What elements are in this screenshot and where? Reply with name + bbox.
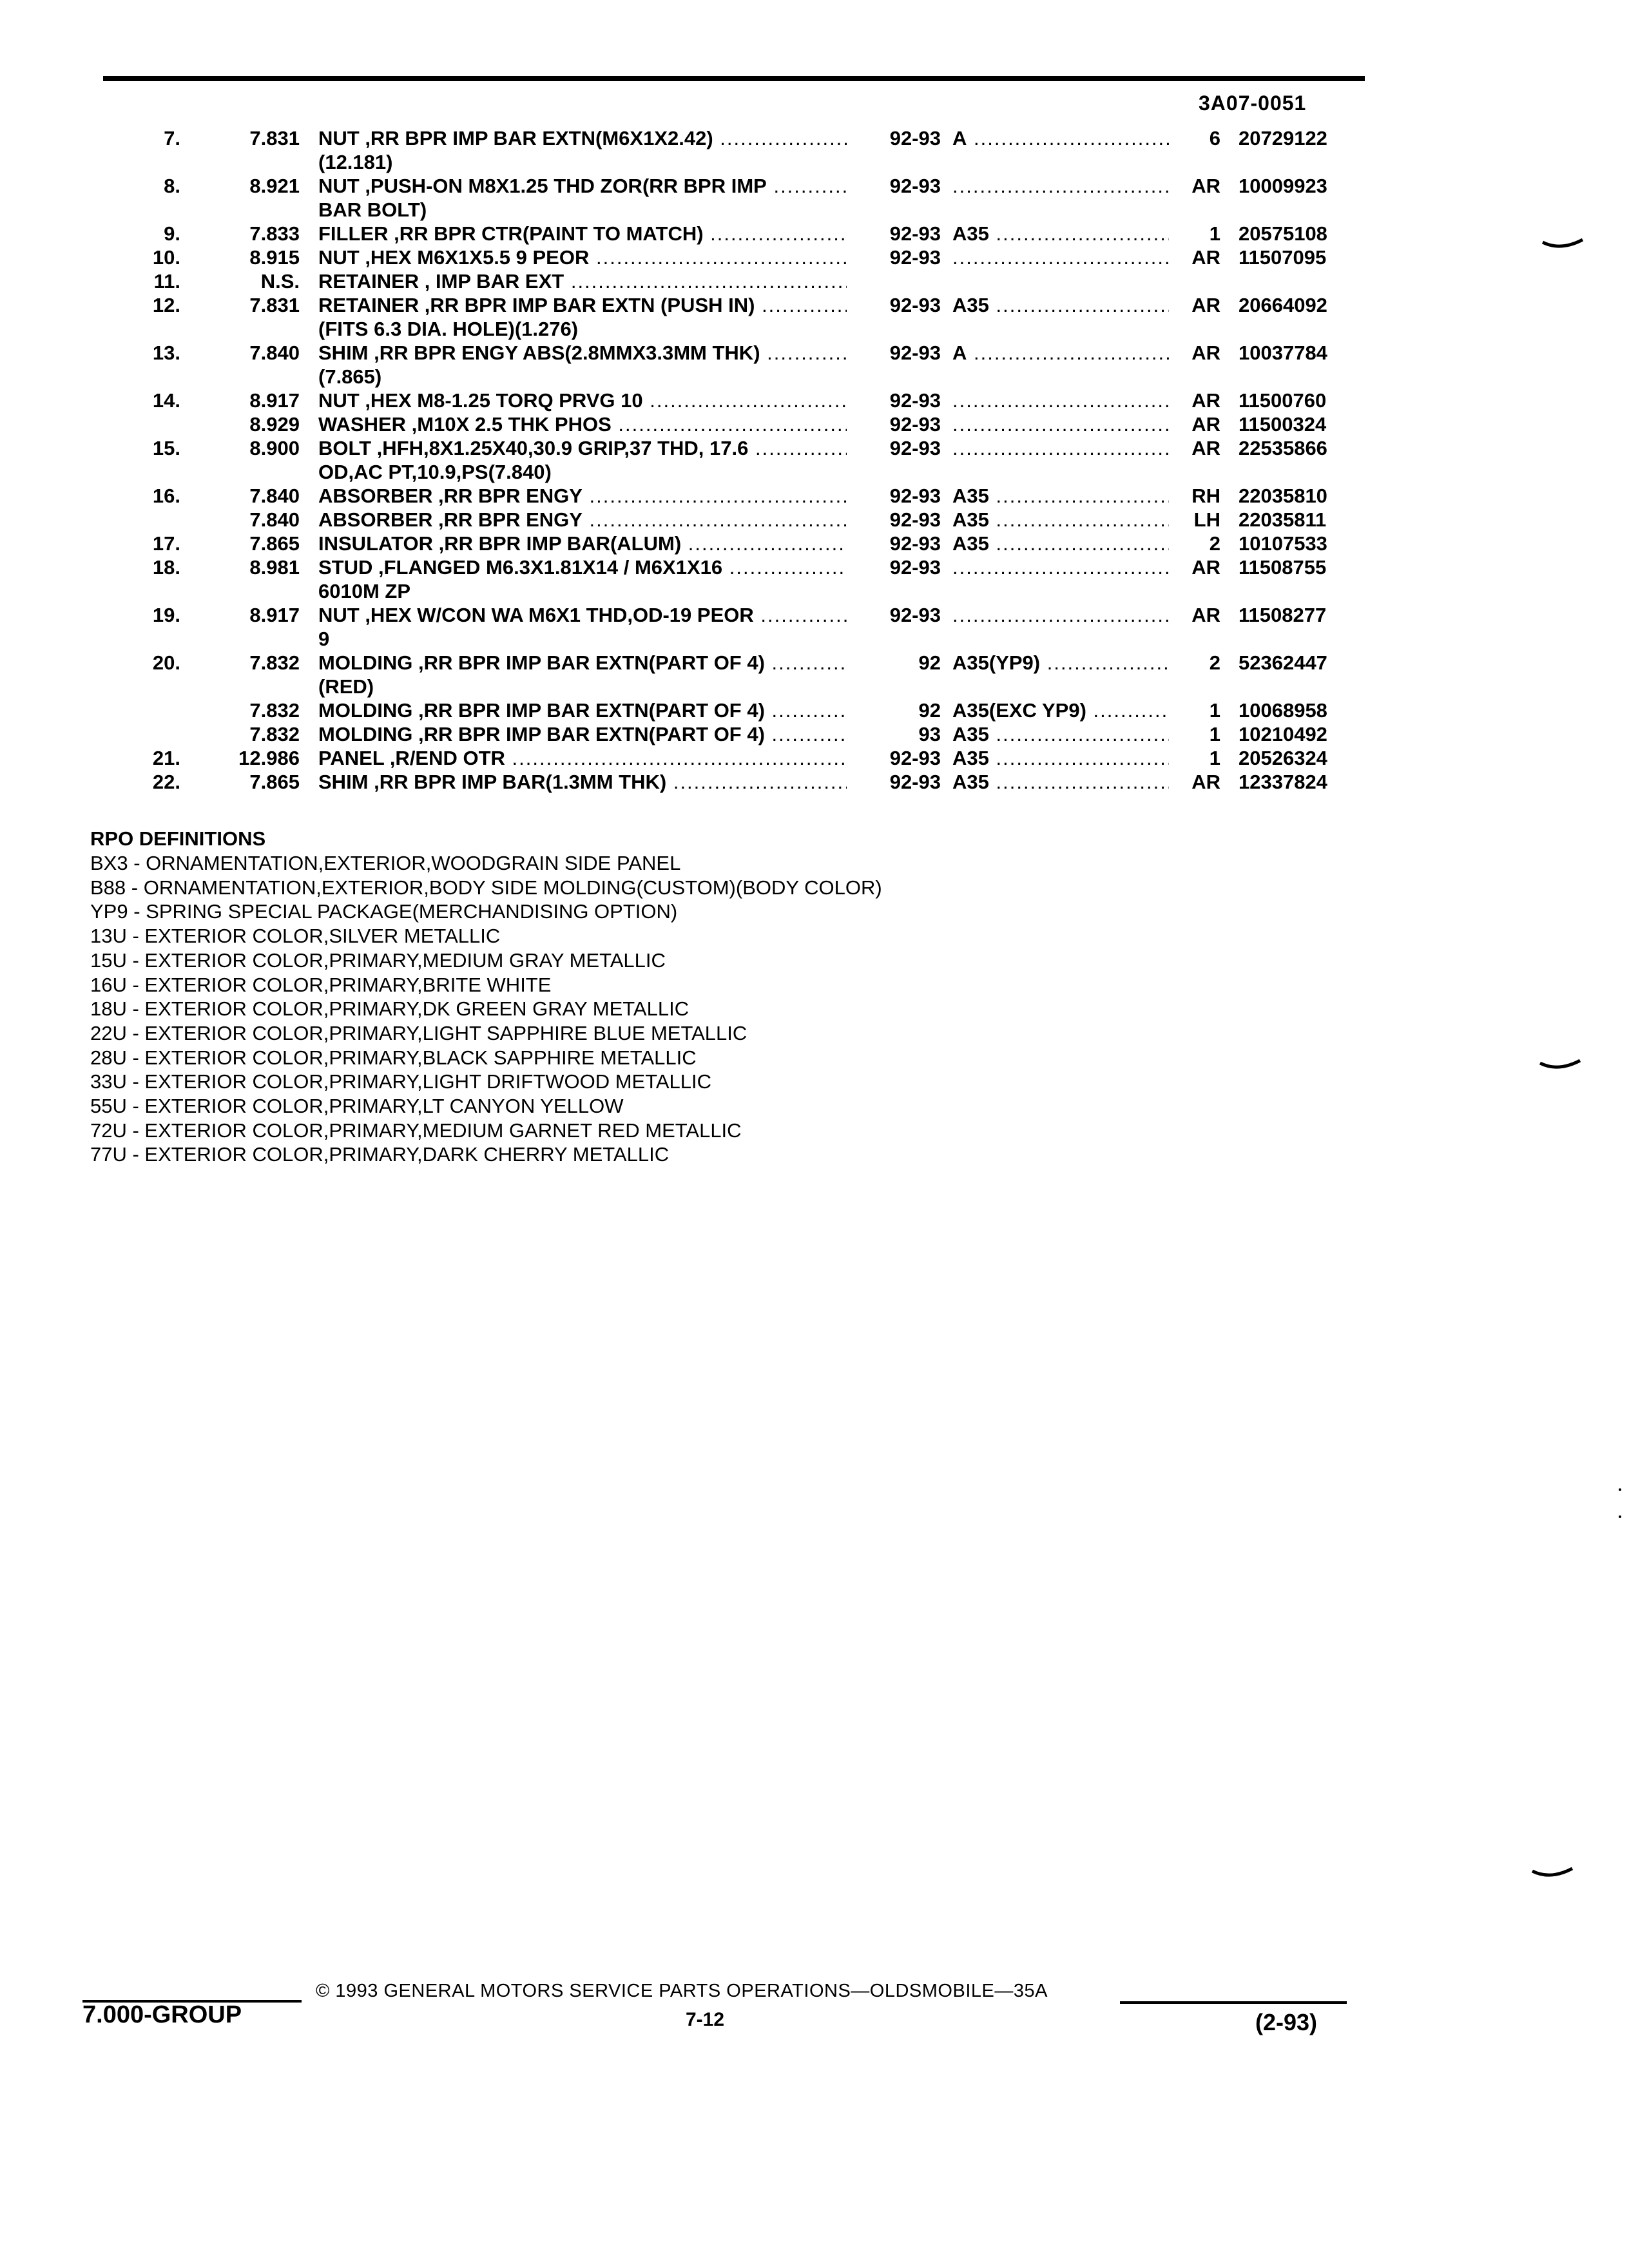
parts-group: 8.921	[249, 175, 300, 197]
scan-mark	[1531, 1866, 1574, 1880]
parts-desc: STUD ,FLANGED M6.3X1.81X14 / M6X1X16 .....	[318, 555, 847, 579]
parts-qty: AR	[1191, 771, 1220, 793]
parts-part: 22535866	[1239, 437, 1327, 459]
footer-rule-right	[1120, 2001, 1347, 2004]
parts-year: 92-93	[889, 747, 941, 769]
parts-item: 15.	[152, 437, 180, 459]
parts-rpo	[952, 174, 1169, 198]
parts-row	[0, 222, 1629, 245]
parts-row	[0, 722, 1629, 746]
top-rule	[103, 76, 1365, 81]
parts-year: 92-93	[889, 175, 941, 197]
parts-desc: FILLER ,RR BPR CTR(PAINT TO MATCH) .....	[318, 222, 847, 245]
rpo-definition-item: 16U - EXTERIOR COLOR,PRIMARY,BRITE WHITE	[90, 973, 552, 996]
parts-group: N.S.	[260, 270, 300, 293]
parts-row	[0, 436, 1629, 460]
rpo-definition-item: 18U - EXTERIOR COLOR,PRIMARY,DK GREEN GRAY METALLIC	[90, 997, 689, 1021]
parts-item: 12.	[152, 294, 180, 316]
parts-part: 10037784	[1239, 341, 1327, 364]
parts-qty: AR	[1191, 341, 1220, 364]
parts-desc: MOLDING ,RR BPR IMP BAR EXTN(PART OF 4) .....	[318, 698, 847, 722]
parts-row	[0, 508, 1629, 532]
parts-qty: AR	[1191, 246, 1220, 269]
scan-dot	[1619, 1515, 1621, 1518]
parts-group: 8.981	[249, 556, 300, 579]
parts-list	[0, 126, 1629, 794]
parts-desc: (RED)	[318, 675, 374, 698]
parts-qty: AR	[1191, 604, 1220, 626]
scan-mark	[1539, 1058, 1581, 1072]
parts-year: 92-93	[889, 556, 941, 579]
rpo-definition-item: 33U - EXTERIOR COLOR,PRIMARY,LIGHT DRIFTWOOD METALLIC	[90, 1070, 712, 1093]
parts-item: 20.	[152, 651, 180, 674]
parts-item: 21.	[152, 747, 180, 769]
parts-qty: AR	[1191, 437, 1220, 459]
parts-part: 11508277	[1239, 604, 1327, 626]
parts-group: 7.865	[249, 771, 300, 793]
parts-group: 8.915	[249, 246, 300, 269]
parts-item: 17.	[152, 532, 180, 555]
parts-year: 92-93	[889, 294, 941, 316]
parts-desc: ABSORBER ,RR BPR ENGY .....	[318, 484, 847, 508]
parts-row-continuation	[0, 627, 1629, 651]
parts-qty: RH	[1191, 485, 1220, 507]
parts-rpo: A35 .....	[952, 484, 1169, 508]
parts-group: 8.900	[249, 437, 300, 459]
parts-desc: SHIM ,RR BPR IMP BAR(1.3MM THK) .....	[318, 770, 847, 794]
parts-qty: 1	[1209, 747, 1220, 769]
parts-item: 13.	[152, 341, 180, 364]
parts-desc: MOLDING ,RR BPR IMP BAR EXTN(PART OF 4) .....	[318, 651, 847, 675]
rpo-definition-item: B88 - ORNAMENTATION,EXTERIOR,BODY SIDE MOLDING(CUSTOM)(BODY COLOR)	[90, 876, 882, 899]
parts-item: 8.	[164, 175, 180, 197]
parts-row	[0, 770, 1629, 794]
parts-item: 9.	[164, 222, 180, 245]
parts-desc: RETAINER ,RR BPR IMP BAR EXTN (PUSH IN) .....	[318, 293, 847, 317]
parts-desc: (FITS 6.3 DIA. HOLE)(1.276)	[318, 318, 579, 340]
parts-item: 10.	[152, 246, 180, 269]
parts-desc: 9	[318, 628, 330, 650]
parts-group: 7.831	[249, 127, 300, 149]
parts-year: 92-93	[889, 389, 941, 412]
parts-rpo: A35(YP9) .....	[952, 651, 1169, 675]
rpo-definition-item: YP9 - SPRING SPECIAL PACKAGE(MERCHANDISING OPTION)	[90, 900, 678, 923]
rpo-definitions-title: RPO DEFINITIONS	[90, 827, 266, 850]
parts-rpo	[952, 555, 1169, 579]
parts-qty: 1	[1209, 723, 1220, 745]
parts-row	[0, 603, 1629, 627]
parts-desc: NUT ,RR BPR IMP BAR EXTN(M6X1X2.42) .....	[318, 126, 847, 150]
footer-date: (2-93)	[1255, 2009, 1318, 2035]
parts-part: 11508755	[1239, 556, 1327, 579]
parts-year: 92-93	[889, 485, 941, 507]
parts-row	[0, 245, 1629, 269]
parts-year: 93	[918, 723, 941, 745]
parts-desc: MOLDING ,RR BPR IMP BAR EXTN(PART OF 4) .....	[318, 722, 847, 746]
parts-group: 8.929	[249, 413, 300, 436]
parts-desc: (7.865)	[318, 365, 382, 388]
parts-group: 7.840	[249, 485, 300, 507]
rpo-definition-item: 28U - EXTERIOR COLOR,PRIMARY,BLACK SAPPHIRE METALLIC	[90, 1046, 697, 1069]
parts-row	[0, 651, 1629, 675]
parts-row	[0, 698, 1629, 722]
parts-desc: NUT ,HEX W/CON WA M6X1 THD,OD-19 PEOR .....	[318, 603, 847, 627]
parts-row	[0, 341, 1629, 365]
parts-qty: AR	[1191, 294, 1220, 316]
parts-row-continuation	[0, 317, 1629, 341]
parts-part: 20575108	[1239, 222, 1327, 245]
parts-row-continuation	[0, 675, 1629, 698]
parts-part: 10009923	[1239, 175, 1327, 197]
parts-year: 92-93	[889, 771, 941, 793]
parts-year: 92-93	[889, 532, 941, 555]
parts-group: 7.832	[249, 651, 300, 674]
parts-row-continuation	[0, 579, 1629, 603]
parts-part: 11500760	[1239, 389, 1327, 412]
parts-part: 10107533	[1239, 532, 1327, 555]
parts-desc: BAR BOLT)	[318, 198, 427, 221]
parts-row	[0, 484, 1629, 508]
parts-part: 52362447	[1239, 651, 1327, 674]
parts-desc: 6010M ZP	[318, 580, 411, 602]
parts-qty: AR	[1191, 413, 1220, 436]
parts-row	[0, 389, 1629, 412]
parts-row	[0, 269, 1629, 293]
parts-rpo	[952, 436, 1169, 460]
rpo-definition-item: 15U - EXTERIOR COLOR,PRIMARY,MEDIUM GRAY METALLIC	[90, 948, 666, 972]
parts-rpo: A35 .....	[952, 532, 1169, 555]
parts-rpo: A35 .....	[952, 222, 1169, 245]
footer-page-number: 7-12	[686, 2009, 725, 2030]
parts-rpo: A35 .....	[952, 722, 1169, 746]
parts-item: 11.	[153, 270, 180, 293]
footer-copyright: © 1993 GENERAL MOTORS SERVICE PARTS OPERATIONS—OLDSMOBILE—35A	[316, 1981, 1048, 2001]
parts-row-continuation	[0, 365, 1629, 389]
parts-item: 19.	[152, 604, 180, 626]
parts-part: 22035811	[1239, 508, 1327, 531]
parts-row	[0, 746, 1629, 770]
parts-qty: AR	[1191, 389, 1220, 412]
parts-qty: 6	[1209, 127, 1220, 149]
parts-rpo: A .....	[952, 126, 1169, 150]
scan-mark	[1541, 237, 1584, 251]
parts-qty: AR	[1191, 556, 1220, 579]
parts-item: 16.	[152, 485, 180, 507]
parts-item: 18.	[152, 556, 180, 579]
parts-part: 20729122	[1239, 127, 1327, 149]
parts-desc: WASHER ,M10X 2.5 THK PHOS .....	[318, 412, 847, 436]
parts-qty: AR	[1191, 175, 1220, 197]
parts-part: 10210492	[1239, 723, 1327, 745]
rpo-definition-item: 55U - EXTERIOR COLOR,PRIMARY,LT CANYON YELLOW	[90, 1095, 624, 1118]
parts-desc: BOLT ,HFH,8X1.25X40,30.9 GRIP,37 THD, 17.6 .....	[318, 436, 847, 460]
parts-row-continuation	[0, 460, 1629, 484]
parts-row-continuation	[0, 198, 1629, 222]
parts-group: 7.865	[249, 532, 300, 555]
parts-row-continuation	[0, 150, 1629, 174]
parts-qty: LH	[1193, 508, 1220, 531]
scan-dot	[1619, 1488, 1621, 1491]
parts-year: 92-93	[889, 127, 941, 149]
parts-desc: OD,AC PT,10.9,PS(7.840)	[318, 461, 552, 483]
parts-part: 10068958	[1239, 699, 1327, 722]
rpo-definitions-list	[90, 851, 882, 1167]
parts-part: 12337824	[1239, 771, 1327, 793]
parts-rpo: A .....	[952, 341, 1169, 365]
parts-desc: NUT ,HEX M8-1.25 TORQ PRVG 10 .....	[318, 389, 847, 412]
parts-group: 12.986	[238, 747, 300, 769]
parts-qty: 2	[1209, 532, 1220, 555]
parts-qty: 1	[1209, 222, 1220, 245]
illustration-reference: 3A07-0051	[1199, 91, 1307, 115]
parts-qty: 1	[1209, 699, 1220, 722]
parts-desc: PANEL ,R/END OTR .....	[318, 746, 847, 770]
parts-year: 92-93	[889, 437, 941, 459]
parts-part: 11507095	[1239, 246, 1327, 269]
parts-row	[0, 174, 1629, 198]
parts-group: 7.831	[249, 294, 300, 316]
rpo-definition-item: BX3 - ORNAMENTATION,EXTERIOR,WOODGRAIN SIDE PANEL	[90, 852, 681, 874]
parts-desc: NUT ,PUSH-ON M8X1.25 THD ZOR(RR BPR IMP .....	[318, 174, 847, 198]
footer-group-label: 7.000-GROUP	[82, 2001, 242, 2028]
rpo-definition-item: 22U - EXTERIOR COLOR,PRIMARY,LIGHT SAPPHIRE BLUE METALLIC	[90, 1021, 747, 1044]
parts-year: 92	[918, 699, 941, 722]
parts-row	[0, 293, 1629, 317]
parts-qty: 2	[1209, 651, 1220, 674]
rpo-definition-item: 77U - EXTERIOR COLOR,PRIMARY,DARK CHERRY METALLIC	[90, 1143, 670, 1166]
parts-group: 7.840	[249, 508, 300, 531]
parts-part: 22035810	[1239, 485, 1327, 507]
rpo-definition-item: 72U - EXTERIOR COLOR,PRIMARY,MEDIUM GARNET RED METALLIC	[90, 1119, 742, 1142]
parts-year: 92-93	[889, 508, 941, 531]
parts-rpo: A35 .....	[952, 746, 1169, 770]
parts-year: 92-93	[889, 604, 941, 626]
parts-rpo	[952, 245, 1169, 269]
parts-year: 92-93	[889, 341, 941, 364]
parts-rpo: A35(EXC YP9) .....	[952, 698, 1169, 722]
parts-group: 7.840	[249, 341, 300, 364]
parts-part: 11500324	[1239, 413, 1327, 436]
parts-rpo: A35 .....	[952, 770, 1169, 794]
parts-part: 20526324	[1239, 747, 1327, 769]
parts-item: 22.	[152, 771, 180, 793]
parts-row	[0, 532, 1629, 555]
rpo-definitions	[90, 827, 882, 1167]
parts-year: 92-93	[889, 413, 941, 436]
rpo-definition-item: 13U - EXTERIOR COLOR,SILVER METALLIC	[90, 925, 501, 948]
parts-desc: RETAINER , IMP BAR EXT .....	[318, 269, 847, 293]
parts-part: 20664092	[1239, 294, 1327, 316]
parts-item: 7.	[164, 127, 180, 149]
parts-rpo	[952, 412, 1169, 436]
parts-group: 7.832	[249, 723, 300, 745]
parts-desc: SHIM ,RR BPR ENGY ABS(2.8MMX3.3MM THK) .....	[318, 341, 847, 365]
parts-group: 7.832	[249, 699, 300, 722]
parts-row	[0, 126, 1629, 150]
parts-item: 14.	[152, 389, 180, 412]
parts-desc: NUT ,HEX M6X1X5.5 9 PEOR .....	[318, 245, 847, 269]
parts-desc: INSULATOR ,RR BPR IMP BAR(ALUM) .....	[318, 532, 847, 555]
parts-rpo	[952, 389, 1169, 412]
parts-rpo	[952, 603, 1169, 627]
parts-year: 92-93	[889, 246, 941, 269]
parts-year: 92	[918, 651, 941, 674]
parts-group: 8.917	[249, 604, 300, 626]
parts-group: 8.917	[249, 389, 300, 412]
parts-desc: ABSORBER ,RR BPR ENGY .....	[318, 508, 847, 532]
parts-rpo: A35 .....	[952, 508, 1169, 532]
parts-row	[0, 555, 1629, 579]
parts-group: 7.833	[249, 222, 300, 245]
parts-desc: (12.181)	[318, 151, 393, 173]
parts-year: 92-93	[889, 222, 941, 245]
parts-rpo: A35 .....	[952, 293, 1169, 317]
parts-row	[0, 412, 1629, 436]
